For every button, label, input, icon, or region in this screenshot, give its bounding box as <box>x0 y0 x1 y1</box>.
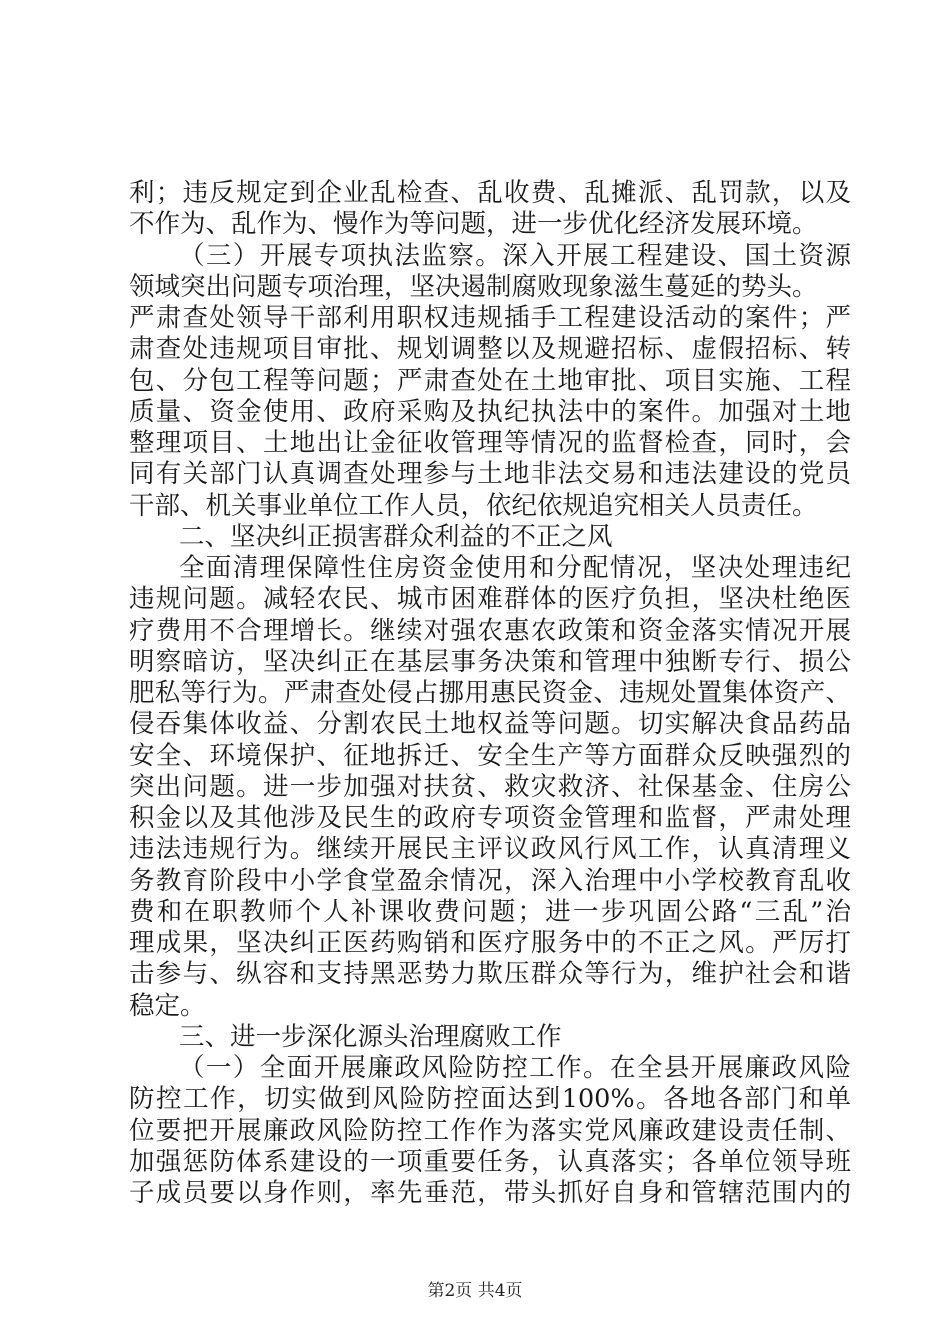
text-line: 整理项目、土地出让金征收管理等情况的监督检查，同时，会 <box>129 428 851 458</box>
text-line: 安全、环境保护、征地拆迁、安全生产等方面群众反映强烈的 <box>129 740 851 771</box>
text-line: 击参与、纵容和支持黑恶势力欺压群众等行为，维护社会和谐 <box>129 959 851 990</box>
text-line: 严肃查处领导干部利用职权违规插手工程建设活动的案件；严 <box>129 303 851 333</box>
text-line: 费和在职教师个人补课收费问题；进一步巩固公路“三乱”治 <box>129 896 851 927</box>
text-line: 同有关部门认真调查处理参与土地非法交易和违法建设的党员 <box>129 459 851 490</box>
text-line: 积金以及其他涉及民生的政府专项资金管理和监督，严肃处理 <box>129 803 851 833</box>
text-line: （三）开展专项执法监察。深入开展工程建设、国土资源 <box>179 240 851 271</box>
text-line: 利；违反规定到企业乱检查、乱收费、乱摊派、乱罚款，以及 <box>129 178 851 208</box>
text-line: 位要把开展廉政风险防控工作作为落实党风廉政建设责任制、 <box>129 1115 851 1146</box>
text-line: （一）全面开展廉政风险防控工作。在全县开展廉政风险 <box>179 1053 851 1083</box>
text-line: 疗费用不合理增长。继续对强农惠农政策和资金落实情况开展 <box>129 615 851 646</box>
text-line: 违法违规行为。继续开展民主评议政风行风工作，认真清理义 <box>129 834 851 865</box>
text-line: 务教育阶段中小学食堂盈余情况，深入治理中小学校教育乱收 <box>129 865 851 896</box>
text-line: 突出问题。进一步加强对扶贫、救灾救济、社保基金、住房公 <box>129 771 851 802</box>
text-line: 加强惩防体系建设的一项重要任务，认真落实；各单位领导班 <box>129 1146 851 1177</box>
page-footer: 第2页 共4页 <box>427 1281 523 1301</box>
text-line: 侵吞集体收益、分割农民土地权益等问题。切实解决食品药品 <box>129 709 851 740</box>
section-heading: 三、进一步深化源头治理腐败工作 <box>179 1021 562 1052</box>
text-line: 领域突出问题专项治理，坚决遏制腐败现象滋生蔓延的势头。 <box>129 271 818 302</box>
text-line: 理成果，坚决纠正医药购销和医疗服务中的不正之风。严厉打 <box>129 928 851 958</box>
text-line: 违规问题。减轻农民、城市困难群体的医疗负担，坚决杜绝医 <box>129 584 851 615</box>
text-line: 稳定。 <box>129 990 206 1021</box>
text-line: 防控工作，切实做到风险防控面达到100%。各地各部门和单 <box>129 1084 851 1115</box>
text-line: 明察暗访，坚决纠正在基层事务决策和管理中独断专行、损公 <box>129 646 851 677</box>
text-line: 肃查处违规项目审批、规划调整以及规避招标、虚假招标、转 <box>129 334 851 365</box>
text-line: 肥私等行为。严肃查处侵占挪用惠民资金、违规处置集体资产、 <box>129 678 851 708</box>
section-heading: 二、坚决纠正损害群众利益的不正之风 <box>179 521 613 552</box>
text-line: 不作为、乱作为、慢作为等问题，进一步优化经济发展环境。 <box>129 209 818 240</box>
text-line: 子成员要以身作则，率先垂范，带头抓好自身和管辖范围内的 <box>129 1178 851 1208</box>
text-line: 包、分包工程等问题；严肃查处在土地审批、项目实施、工程 <box>129 365 851 396</box>
text-line: 全面清理保障性住房资金使用和分配情况，坚决处理违纪 <box>179 553 851 583</box>
text-line: 干部、机关事业单位工作人员，依纪依规追究相关人员责任。 <box>129 490 818 521</box>
body-text <box>129 178 851 1209</box>
text-line: 质量、资金使用、政府采购及执纪执法中的案件。加强对土地 <box>129 396 851 427</box>
